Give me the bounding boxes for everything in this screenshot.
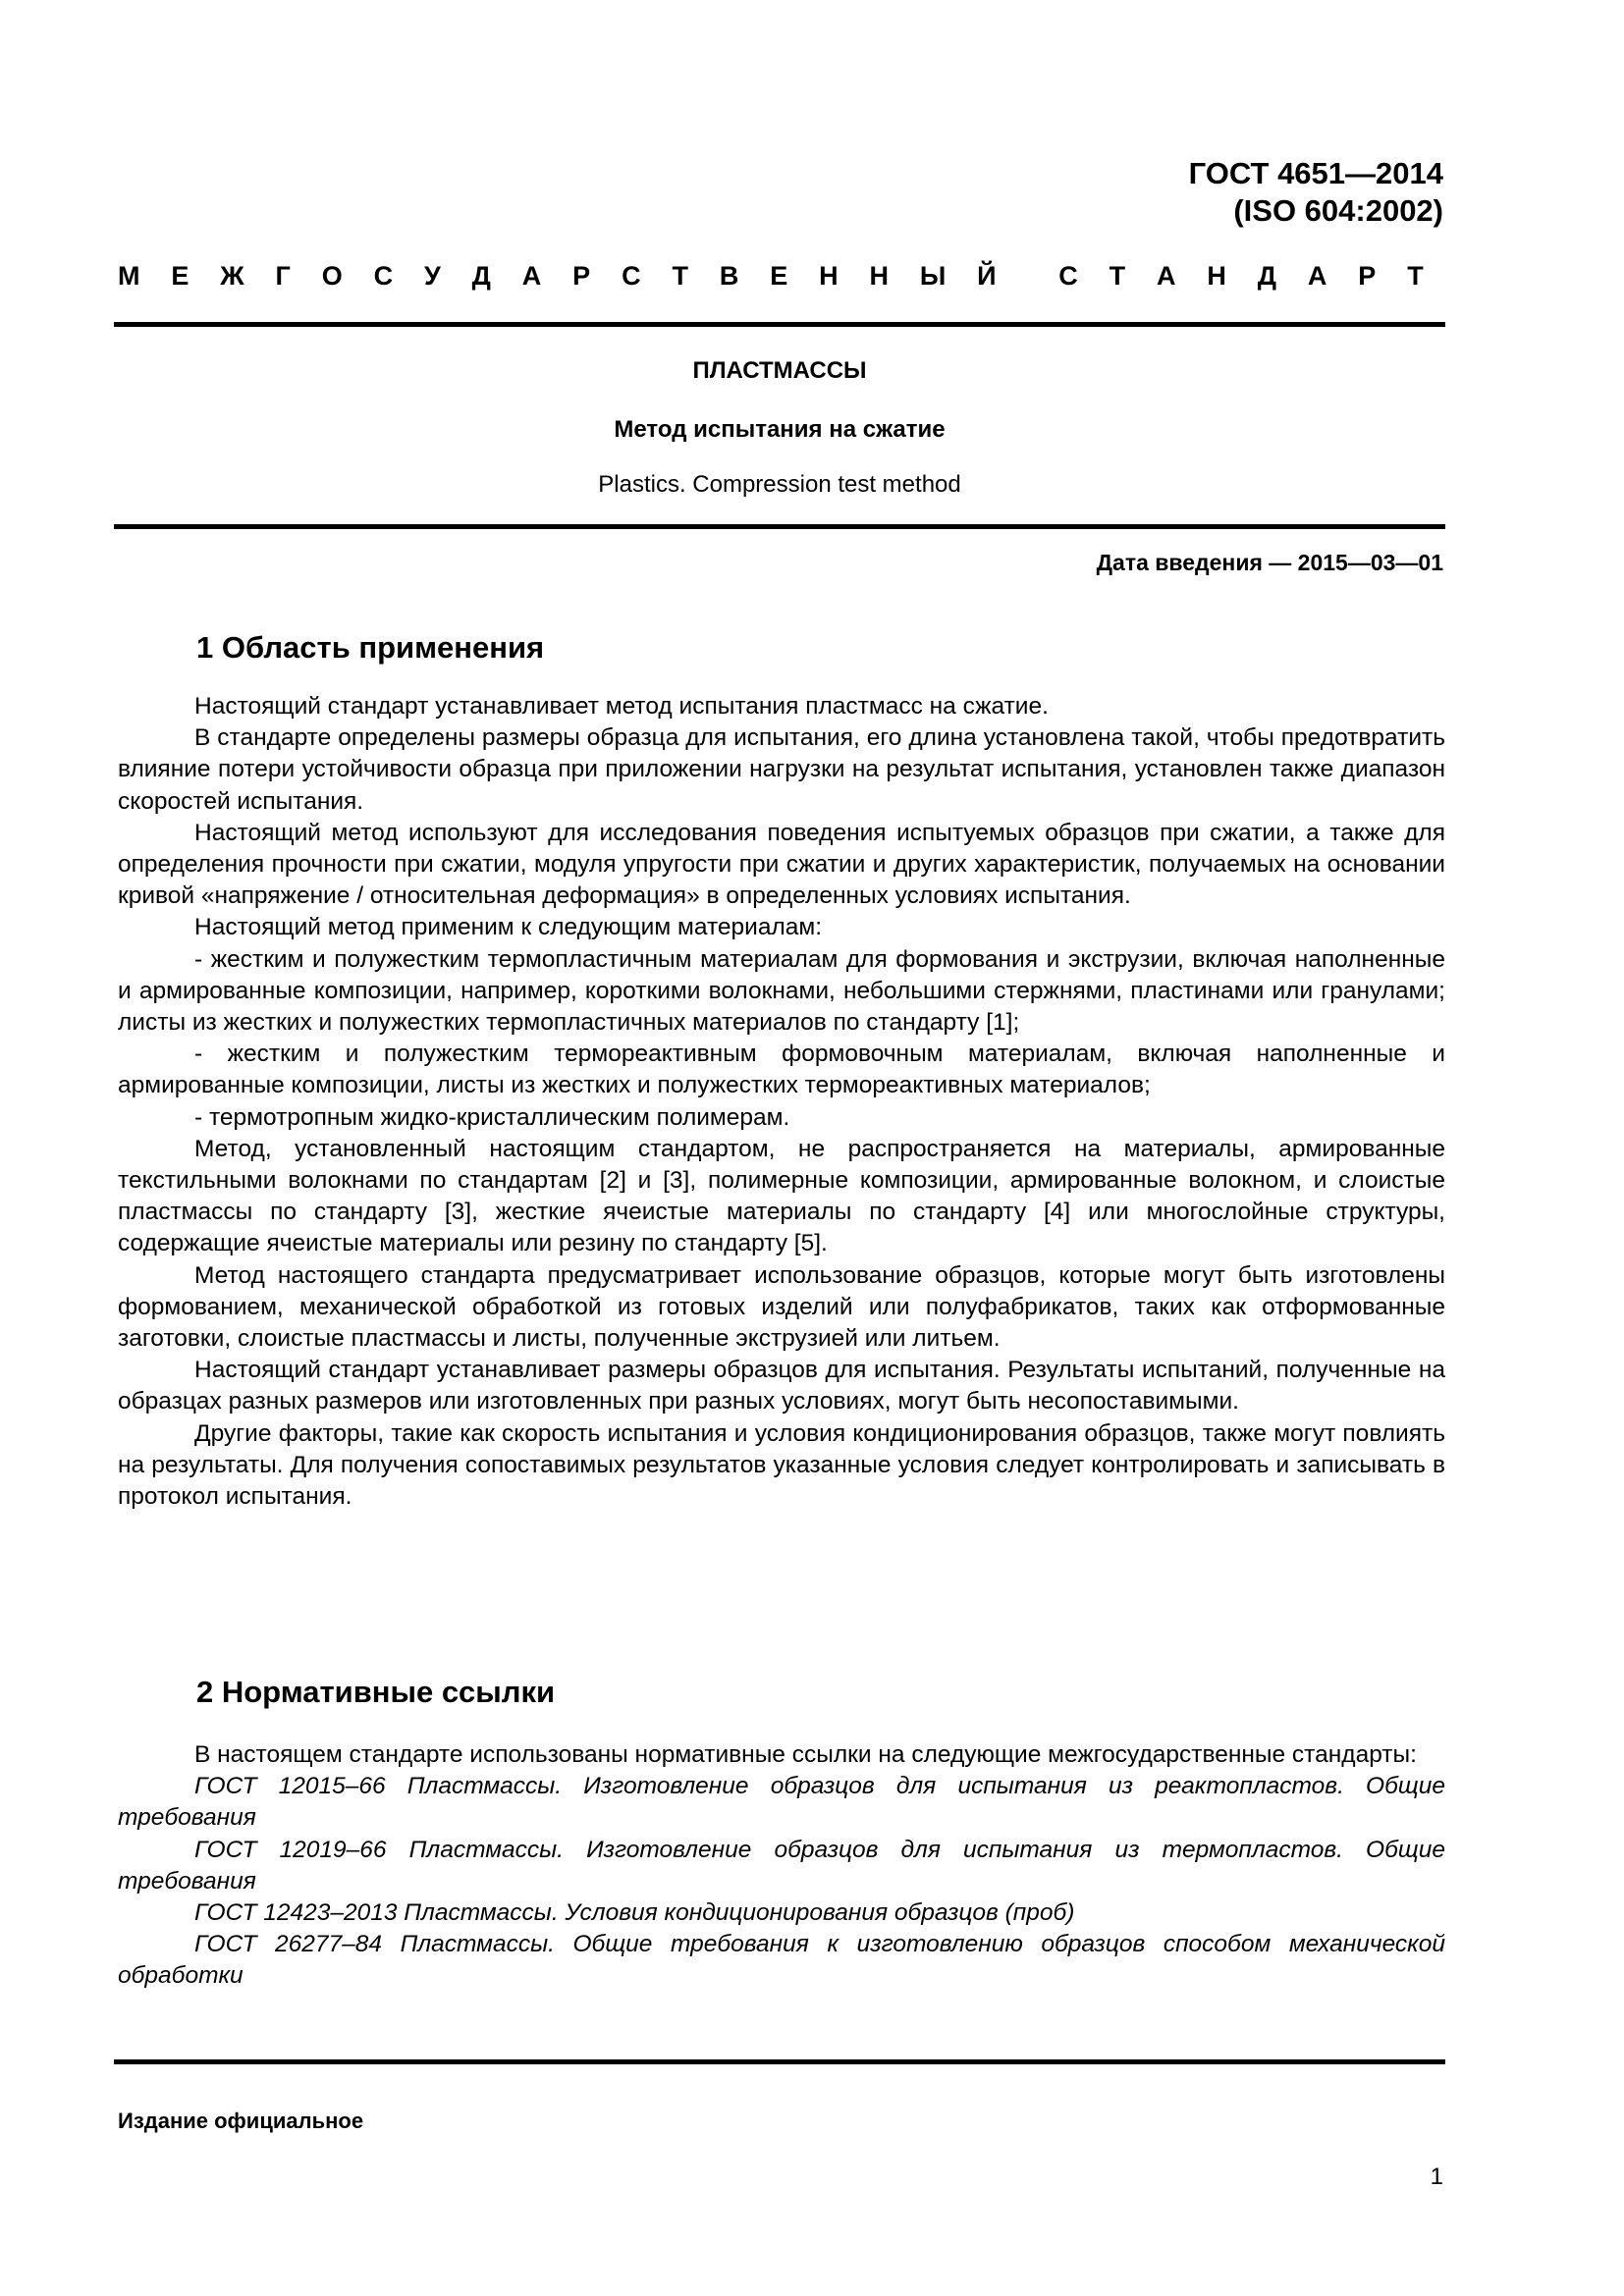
section-1-paragraph: Настоящий метод применим к следующим материалам:: [194, 914, 823, 941]
banner-letter: Е: [171, 261, 189, 291]
banner-letter: М: [118, 261, 140, 291]
banner-letter: Й: [977, 261, 997, 291]
section-1-paragraph: В стандарте определены размеры образца для испытания, его длина установлена такой, чтобы предотвратить влияние потери устойчивости образца при приложении нагрузки на результат испытания, установлен также диапазон скоростей испытания.: [118, 724, 1445, 815]
banner-letter: А: [1307, 261, 1327, 291]
document-title-english: Plastics. Compression test method: [598, 471, 961, 498]
section-2-heading: 2 Нормативные ссылки: [196, 1675, 556, 1709]
banner-letter: Ы: [919, 261, 947, 291]
banner-letter: Т: [1407, 261, 1424, 291]
section-1-paragraph: Метод, установленный настоящим стандартом, не распространяется на материалы, армированные текстильными волокнами по стандартам [2] и [3], полимерные композиции, армированные волокном, и слоистые пластмассы по стандарту [3], жесткие ячеистые материалы по стандарту [4] или многослойные структуры, содержащие ячеистые материалы или резину по стандарту [5].: [118, 1135, 1445, 1257]
header-rule: [114, 322, 1445, 327]
banner-letter: Г: [275, 261, 291, 291]
reference-item: ГОСТ 12423–2013 Пластмассы. Условия кондиционирования образцов (проб): [194, 1899, 1075, 1927]
banner-letter: Е: [770, 261, 788, 291]
standard-number: ГОСТ 4651—2014: [1188, 156, 1443, 190]
banner-letter: Д: [471, 261, 491, 291]
section-1-paragraph: Другие факторы, такие как скорость испытания и условия кондиционирования образцов, также могут повлиять на результаты. Для получения сопоставимых результатов указанные условия следует контролировать и записывать в протокол испытания.: [118, 1419, 1445, 1511]
reference-item: ГОСТ 26277–84 Пластмассы. Общие требования к изготовлению образцов способом механической обработки: [118, 1931, 1445, 1990]
banner-letter: Н: [869, 261, 889, 291]
standard-designation: [1189, 155, 1443, 230]
document-title: ПЛАСТМАССЫ: [692, 357, 867, 384]
section-1-paragraph: Метод настоящего стандарта предусматривает использование образцов, которые могут быть изготовлены формованием, механической обработкой из готовых изделий или полуфабрикатов, таких как отформованные заготовки, слоистые пластмассы и листы, полученные экструзией или литьем.: [118, 1261, 1445, 1353]
footer-rule: [114, 2059, 1445, 2064]
document-subtitle: Метод испытания на сжатие: [614, 416, 946, 443]
banner-letter: В: [719, 261, 739, 291]
section-1-heading-wrap: [118, 628, 1445, 667]
official-edition-label: Издание официальное: [118, 2109, 364, 2133]
banner-letter: О: [321, 261, 343, 291]
banner-letter: Д: [1257, 261, 1277, 291]
section-1-paragraph: - термотропным жидко-кристаллическим полимерам.: [194, 1103, 790, 1131]
section-1-paragraph: - жестким и полужестким термореактивным формовочным материалам, включая наполненные и армированные композиции, листы из жестких и полужестких термореактивных материалов;: [118, 1041, 1445, 1099]
banner-letter: Н: [1207, 261, 1226, 291]
section-1-paragraph: Настоящий стандарт устанавливает размеры образцов для испытания. Результаты испытаний, полученные на образцах разных размеров или изготовленных при разных условиях, могут быть несопоставимыми.: [118, 1357, 1445, 1415]
banner-letter: Т: [1109, 261, 1126, 291]
banner-letter: С: [622, 261, 641, 291]
banner-letter: Р: [572, 261, 591, 291]
interstate-standard-banner: [118, 261, 1424, 292]
banner-letter: Р: [1358, 261, 1377, 291]
banner-letter: Т: [672, 261, 688, 291]
title-rule: [114, 524, 1445, 529]
page-number: 1: [1430, 2163, 1443, 2190]
banner-letter: С: [1058, 261, 1078, 291]
banner-letter: Ж: [220, 261, 244, 291]
iso-number: (ISO 604:2002): [1233, 193, 1443, 228]
introduction-date: Дата введения — 2015—03—01: [1096, 550, 1443, 575]
banner-letter: А: [521, 261, 542, 291]
reference-item: ГОСТ 12019–66 Пластмассы. Изготовление образцов для испытания из термопластов. Общие требования: [118, 1836, 1445, 1895]
section-1-heading: 1 Область применения: [196, 630, 545, 665]
section-1-paragraph: Настоящий стандарт устанавливает метод испытания пластмасс на сжатие.: [194, 693, 1049, 720]
section-2-heading-wrap: [118, 1673, 1445, 1712]
section-2-body: [118, 1739, 1445, 1993]
section-1-body: [118, 691, 1445, 1513]
banner-letter: Н: [819, 261, 839, 291]
section-1-paragraph: Настоящий метод используют для исследования поведения испытуемых образцов при сжатии, а также для определения прочности при сжатии, модуля упругости при сжатии и других характеристик, получаемых на основании кривой «напряжение / относительная деформация» в определенных условиях испытания.: [118, 819, 1445, 910]
banner-letter: С: [373, 261, 394, 291]
section-2-intro: В настоящем стандарте использованы нормативные ссылки на следующие межгосударственные стандарты:: [194, 1741, 1417, 1768]
reference-item: ГОСТ 12015–66 Пластмассы. Изготовление образцов для испытания из реактопластов. Общие требования: [118, 1773, 1445, 1832]
banner-letter: У: [424, 261, 441, 291]
section-1-paragraph: - жестким и полужестким термопластичным материалам для формования и экструзии, включая наполненные и армированные композиции, например, короткими волокнами, небольшими стержнями, пластинами или гранулами; листы из жестких и полужестких термопластичных материалов по стандарту [1];: [118, 945, 1445, 1037]
banner-letter: А: [1157, 261, 1176, 291]
